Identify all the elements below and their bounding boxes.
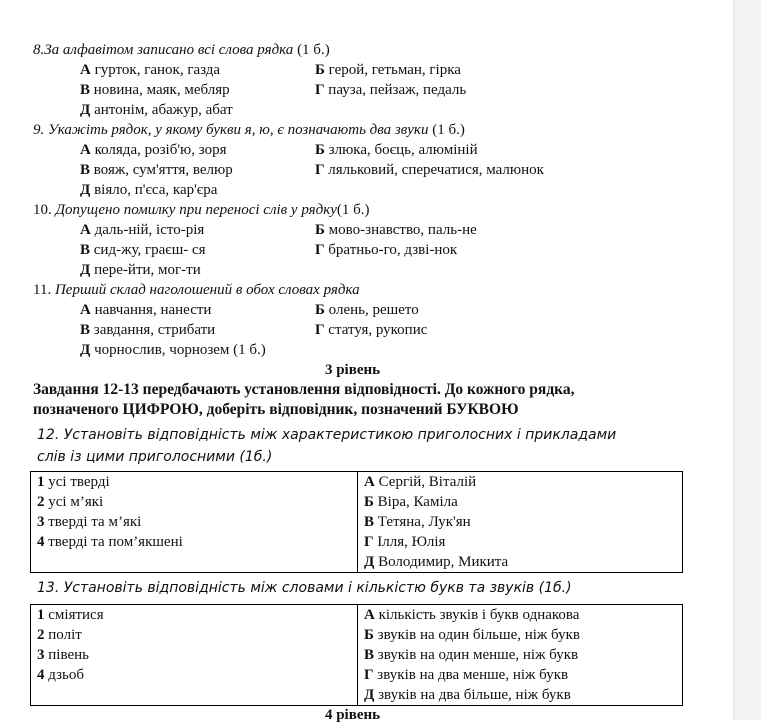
q9-option-d — [80, 180, 217, 200]
option-text: даль-ній, істо-рія — [90, 222, 205, 238]
option-letter: В — [80, 242, 91, 258]
q12-left-item-4 — [37, 532, 357, 552]
item-letter: В — [364, 514, 375, 530]
option-text: ляльковий, сперечатися, малюнок — [324, 162, 544, 178]
question-11-text: Перший склад наголошений в обох словах рядка — [54, 282, 360, 298]
item-text: звуків на два більше, ніж букв — [374, 687, 571, 703]
q9-option-a — [80, 140, 226, 160]
q10-option-v — [80, 240, 206, 260]
question-8-title — [33, 40, 330, 60]
question-11-title — [33, 280, 360, 300]
option-letter: А — [80, 62, 91, 78]
q13-left-item-3 — [37, 645, 357, 665]
item-letter: Д — [364, 554, 375, 570]
question-10-text: Допущено помилку при переносі слів у рядку — [55, 202, 337, 218]
q10-option-a — [80, 220, 204, 240]
item-letter: Г — [364, 667, 374, 683]
q8-option-a — [80, 60, 220, 80]
q11-option-a — [80, 300, 211, 320]
q9-option-h — [315, 160, 544, 180]
option-letter: В — [80, 322, 91, 338]
item-text: звуків на один більше, ніж букв — [373, 627, 580, 643]
item-letter: Б — [364, 627, 374, 643]
option-text: коляда, розіб'ю, зоря — [90, 142, 227, 158]
q13-right-item-v — [364, 645, 682, 665]
item-text: усі м’які — [44, 494, 104, 510]
option-text: вояж, сум'яття, велюр — [90, 162, 233, 178]
option-text: герой, гетьман, гірка — [324, 62, 461, 78]
q8-option-b — [315, 60, 461, 80]
question-12-table — [30, 471, 683, 573]
option-letter: Б — [315, 222, 325, 238]
item-number: 1 — [37, 474, 45, 490]
item-letter: Б — [364, 494, 374, 510]
item-letter: Д — [364, 687, 375, 703]
item-text: звуків на два менше, ніж букв — [373, 667, 569, 683]
q12-right-column — [358, 472, 683, 573]
option-text: пере-йти, мог-ти — [90, 262, 201, 278]
q13-right-column — [358, 605, 683, 706]
item-text: Віра, Каміла — [373, 494, 458, 510]
option-letter: Г — [315, 242, 325, 258]
option-text: олень, решето — [324, 302, 419, 318]
item-text: тверді та м’які — [44, 514, 142, 530]
question-8-text: 8.За алфавітом записано всі слова рядка — [33, 42, 294, 58]
option-text: чорнослив, чорнозем (1 б.) — [90, 342, 266, 358]
question-9-points: (1 б.) — [428, 122, 465, 138]
option-text: мово-знавство, паль-не — [324, 222, 477, 238]
item-number: 2 — [37, 627, 45, 643]
item-letter: А — [364, 474, 375, 490]
item-text: Тетяна, Лук'ян — [374, 514, 471, 530]
option-letter: Г — [315, 82, 325, 98]
option-text: навчання, нанести — [90, 302, 212, 318]
q10-option-b — [315, 220, 477, 240]
question-13-table — [30, 604, 683, 706]
q9-option-v — [80, 160, 233, 180]
item-text: політ — [44, 627, 82, 643]
item-text: кількість звуків і букв однакова — [374, 607, 580, 623]
q12-left-item-2 — [37, 492, 357, 512]
option-letter: В — [80, 82, 91, 98]
item-text: звуків на один менше, ніж букв — [374, 647, 579, 663]
question-12-title-line-1: 12. Установіть відповідність між характеристикою приголосних і прикладами — [37, 427, 617, 443]
item-text: Ілля, Юлія — [373, 534, 446, 550]
option-text: статуя, рукопис — [324, 322, 428, 338]
q10-option-d — [80, 260, 201, 280]
option-text: пауза, пейзаж, педаль — [324, 82, 467, 98]
option-letter: Б — [315, 62, 325, 78]
item-text: усі тверді — [44, 474, 110, 490]
q13-right-item-h — [364, 665, 682, 685]
option-text: новина, маяк, мебляр — [90, 82, 230, 98]
item-text: Сергій, Віталій — [374, 474, 477, 490]
q11-option-h — [315, 320, 427, 340]
option-letter: А — [80, 142, 91, 158]
option-letter: Д — [80, 262, 91, 278]
question-10-title — [33, 200, 370, 220]
item-number: 4 — [37, 534, 45, 550]
level-3-heading: 3 рівень — [324, 362, 381, 378]
q13-left-item-2 — [37, 625, 357, 645]
option-text: братньо-го, дзві-нок — [324, 242, 458, 258]
option-letter: Д — [80, 182, 91, 198]
level-4-heading: 4 рівень — [324, 707, 381, 723]
q11-option-b — [315, 300, 419, 320]
instruction-line-2: позначеного ЦИФРОЮ, доберіть відповідник, позначений БУКВОЮ — [33, 401, 519, 418]
q12-left-column — [31, 472, 358, 573]
q13-left-item-4 — [37, 665, 357, 685]
scrollbar-track[interactable] — [733, 0, 761, 720]
q13-right-item-b — [364, 625, 682, 645]
item-number: 3 — [37, 514, 45, 530]
q13-left-column — [31, 605, 358, 706]
question-13-title: 13. Установіть відповідність між словами і кількістю букв та звуків (1б.) — [37, 580, 572, 596]
option-text: сид-жу, граєш- ся — [90, 242, 206, 258]
item-text: півень — [44, 647, 89, 663]
option-letter: Д — [80, 102, 91, 118]
item-text: дзьоб — [44, 667, 84, 683]
item-letter: А — [364, 607, 375, 623]
q13-right-item-a — [364, 605, 682, 625]
option-text: гурток, ганок, газда — [90, 62, 221, 78]
q13-left-item-1 — [37, 605, 357, 625]
question-9-text: 9. Укажіть рядок, у якому букви я, ю, є позначають два звуки — [33, 122, 429, 138]
item-text: Володимир, Микита — [374, 554, 509, 570]
option-text: злюка, боєць, алюміній — [324, 142, 478, 158]
q12-left-item-1 — [37, 472, 357, 492]
question-10-number: 10. — [33, 202, 56, 218]
item-number: 3 — [37, 647, 45, 663]
option-letter: Б — [315, 142, 325, 158]
option-letter: Д — [80, 342, 91, 358]
option-text: антонім, абажур, абат — [90, 102, 233, 118]
option-letter: Б — [315, 302, 325, 318]
q13-right-item-d — [364, 685, 682, 705]
item-letter: В — [364, 647, 375, 663]
option-text: віяло, п'єса, кар'єра — [90, 182, 218, 198]
option-letter: Г — [315, 322, 325, 338]
item-letter: Г — [364, 534, 374, 550]
q10-option-h — [315, 240, 457, 260]
question-12-title-line-2: слів із цими приголосними (1б.) — [37, 449, 273, 465]
q12-right-item-h — [364, 532, 682, 552]
q11-option-d — [80, 340, 266, 360]
item-text: тверді та пом’якшені — [44, 534, 183, 550]
q8-option-h — [315, 80, 466, 100]
q12-right-item-a — [364, 472, 682, 492]
q9-option-b — [315, 140, 478, 160]
question-8-points: (1 б.) — [293, 42, 330, 58]
q8-option-d — [80, 100, 233, 120]
option-letter: А — [80, 302, 91, 318]
item-number: 2 — [37, 494, 45, 510]
q12-right-item-b — [364, 492, 682, 512]
item-number: 1 — [37, 607, 45, 623]
question-11-number: 11. — [33, 282, 55, 298]
option-letter: В — [80, 162, 91, 178]
option-text: завдання, стрибати — [90, 322, 216, 338]
q12-left-item-3 — [37, 512, 357, 532]
question-9-title — [33, 120, 465, 140]
item-number: 4 — [37, 667, 45, 683]
q12-right-item-d — [364, 552, 682, 572]
option-letter: Г — [315, 162, 325, 178]
option-letter: А — [80, 222, 91, 238]
q8-option-v — [80, 80, 230, 100]
q12-right-item-v — [364, 512, 682, 532]
q11-option-v — [80, 320, 215, 340]
item-text: сміятися — [44, 607, 104, 623]
question-10-points: (1 б.) — [336, 202, 370, 218]
instruction-line-1: Завдання 12-13 передбачають установлення відповідності. До кожного рядка, — [33, 381, 575, 398]
